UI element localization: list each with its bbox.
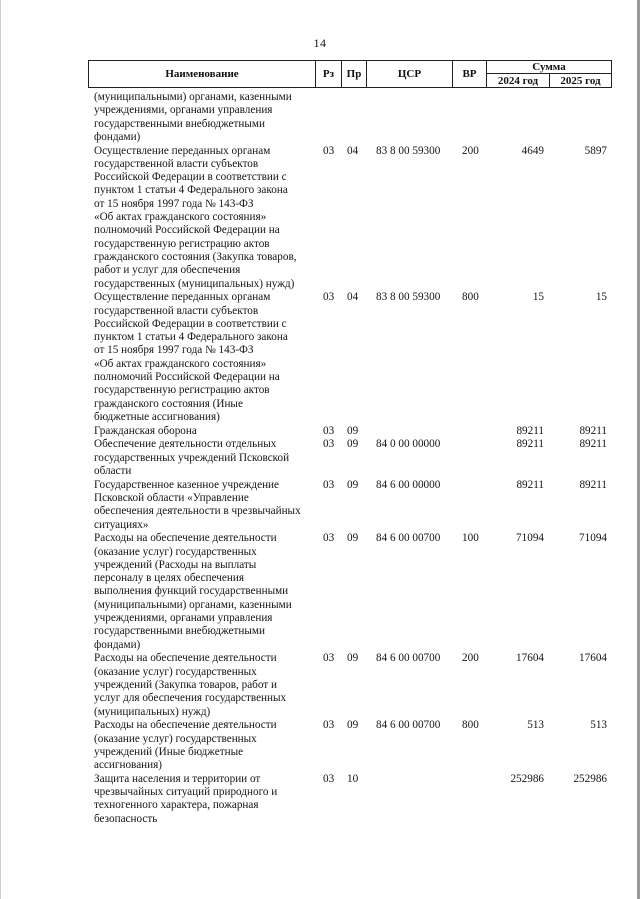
row-pr: 04 [347,144,359,157]
header-year-2024: 2024 год [497,74,539,87]
table-row [0,532,640,652]
row-name: Защита населения и территории от чрезвычайных ситуаций природного и техногенного характера, пожарная безопасность [94,772,278,825]
row-pr: 10 [347,772,359,785]
header-year-2025: 2025 год [560,74,601,87]
table-row [0,773,640,827]
row-amount-2024: 17604 [516,652,544,665]
table-row [0,145,640,292]
row-amount-2024: 4649 [521,144,544,157]
row-amount-2025: 89211 [579,478,607,491]
row-name: Расходы на обеспечение деятельности (оказание услуг) государственных учреждений (Расходы на выплаты персоналу в целях обеспечения выполнения функций государственными (муниципальными) органами, казенными учреждениями, органами управления государственными внебюджетными фондами) [94,532,292,651]
row-amount-2025: 89211 [579,438,607,451]
row-csr: 83 8 00 59300 [376,291,441,304]
row-amount-2025: 252986 [573,772,607,785]
header-pr: Пр [346,68,362,80]
row-name: Государственное казенное учреждение Псковской области «Управление обеспечения деятельности в чрезвычайных ситуациях» [94,478,301,531]
table-header [88,60,612,88]
header-rz: Рз [322,68,335,80]
row-amount-2025: 15 [595,291,607,304]
row-vr: 800 [462,291,479,304]
header-sum: Сумма [532,61,566,73]
table-row [0,652,640,719]
table-row [0,438,640,478]
row-pr: 09 [347,719,359,732]
row-amount-2024: 15 [532,291,544,304]
header-csr: ЦСР [397,68,422,80]
table-row [0,479,640,533]
header-name: Наименование [165,68,239,80]
row-pr: 09 [347,424,359,437]
table-row [0,425,640,439]
table-row [0,291,640,424]
row-name: Расходы на обеспечение деятельности (оказание услуг) государственных учреждений (Закупка товаров, работ и услуг для обеспечения государственных (муниципальных) нужд) [94,652,287,718]
header-right-border [611,60,612,88]
row-amount-2024: 71094 [516,532,544,545]
row-csr: 83 8 00 59300 [376,144,441,157]
row-amount-2025: 89211 [579,424,607,437]
row-vr: 800 [462,719,479,732]
table-row [0,719,640,773]
row-rz: 03 [323,478,335,491]
row-rz: 03 [323,652,335,665]
row-vr: 200 [462,144,479,157]
row-amount-2024: 89211 [516,478,544,491]
row-amount-2025: 5897 [584,144,607,157]
row-csr: 84 6 00 00700 [376,652,441,665]
row-name: (муниципальными) органами, казенными учреждениями, органами управления государственными внебюджетными фондами) [94,91,292,143]
row-rz: 03 [323,772,335,785]
row-rz: 03 [323,291,335,304]
row-pr: 09 [347,652,359,665]
row-csr: 84 6 00 00700 [376,719,441,732]
row-pr: 09 [347,478,359,491]
table-row [0,91,640,145]
row-amount-2025: 513 [590,719,607,732]
row-pr: 09 [347,532,359,545]
row-name: Гражданская оборона [94,424,197,437]
row-name: Расходы на обеспечение деятельности (оказание услуг) государственных учреждений (Иные бюджетные ассигнования) [94,719,277,772]
row-csr: 84 0 00 00000 [376,438,441,451]
header-bottom-border [88,87,612,88]
row-amount-2024: 513 [527,719,544,732]
row-amount-2024: 252986 [510,772,544,785]
row-name: Осуществление переданных органам государственной власти субъектов Российской Федерации в соответствии с пунктом 1 статьи 4 Федерального закона от 15 ноября 1997 года № 143-ФЗ «Об актах гражданского состояния» полномочий Российской Федерации на государственную регистрацию актов гражданского состояния (Иные бюджетные ассигнования) [94,291,288,423]
row-amount-2025: 17604 [579,652,607,665]
row-rz: 03 [323,438,335,451]
row-pr: 09 [347,438,359,451]
row-csr: 84 6 00 00700 [376,532,441,545]
row-rz: 03 [323,532,335,545]
row-name: Обеспечение деятельности отдельных государственных учреждений Псковской области [94,438,290,477]
row-pr: 04 [347,291,359,304]
row-vr: 200 [462,652,479,665]
table-body [0,91,640,826]
row-vr: 100 [462,532,479,545]
row-amount-2025: 71094 [579,532,607,545]
row-amount-2024: 89211 [516,438,544,451]
row-amount-2024: 89211 [516,424,544,437]
row-name: Осуществление переданных органам государственной власти субъектов Российской Федерации в соответствии с пунктом 1 статьи 4 Федерального закона от 15 ноября 1997 года № 143-ФЗ «Об актах гражданского состояния» полномочий Российской Федерации на государственную регистрацию актов гражданского состояния (Закупка товаров, работ и услуг для обеспечения государственных (муниципальных) нужд) [94,144,297,290]
row-rz: 03 [323,144,335,157]
page-number: 14 [313,36,327,50]
row-csr: 84 6 00 00000 [376,478,441,491]
row-rz: 03 [323,719,335,732]
header-vr: ВР [462,68,477,80]
row-rz: 03 [323,424,335,437]
